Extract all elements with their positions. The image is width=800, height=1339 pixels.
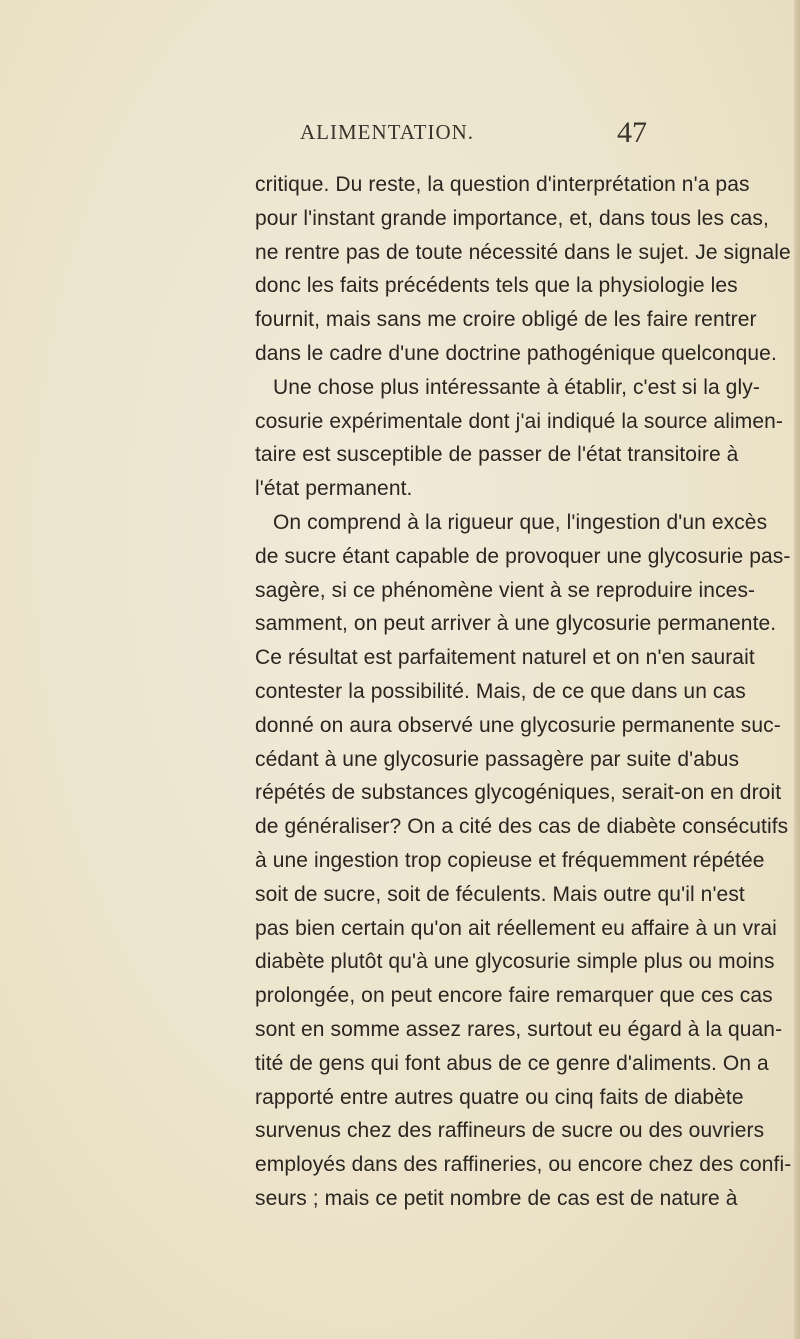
text-line: samment, on peut arriver à une glycosurie permanente. [255,612,777,636]
text-line: cosurie expérimentale dont j'ai indiqué la source alimen- [255,409,783,433]
text-line: pour l'instant grande importance, et, dans tous les cas, [255,206,769,230]
text-line: tité de gens qui font abus de ce genre d'aliments. On a [255,1051,769,1075]
text-line: contester la possibilité. Mais, de ce que dans un cas [255,679,746,703]
text-line: de sucre étant capable de provoquer une glycosurie pas- [255,544,791,568]
text-line: On comprend à la rigueur que, l'ingestion d'un excès [273,510,768,534]
text-line: seurs ; mais ce petit nombre de cas est de nature à [255,1186,738,1210]
text-line: répétés de substances glycogéniques, serait-on en droit [255,781,782,805]
text-line: à une ingestion trop copieuse et fréquemment répétée [255,848,765,872]
text-line: Une chose plus intéressante à établir, c'est si la gly- [273,375,760,399]
text-line: rapporté entre autres quatre ou cinq faits de diabète [255,1085,744,1109]
text-line: critique. Du reste, la question d'interprétation n'a pas [255,173,750,196]
body-text [255,168,792,1216]
text-line: de généraliser? On a cité des cas de diabète consécutifs [255,815,789,839]
text-line: Ce résultat est parfaitement naturel et on n'en saurait [255,646,755,670]
page-number: 47 [617,116,647,149]
text-line: donné on aura observé une glycosurie permanente suc- [255,713,781,737]
text-line: dans le cadre d'une doctrine pathogénique quelconque. [255,341,777,365]
text-line: sont en somme assez rares, surtout eu égard à la quan- [255,1017,783,1041]
text-line: diabète plutôt qu'à une glycosurie simple plus ou moins [255,950,775,974]
page-edge [794,0,800,1339]
text-line: ne rentre pas de toute nécessité dans le sujet. Je signale [255,240,791,264]
text-line: sagère, si ce phénomène vient à se reproduire inces- [255,578,756,602]
running-head-title: ALIMENTATION. [300,120,475,144]
text-line: l'état permanent. [255,477,413,501]
text-line: cédant à une glycosurie passagère par suite d'abus [255,747,740,771]
text-line: survenus chez des raffineurs de sucre ou des ouvriers [255,1119,765,1143]
text-line: prolongée, on peut encore faire remarquer que ces cas [255,984,773,1008]
text-line: pas bien certain qu'on ait réellement eu affaire à un vrai [255,916,777,940]
text-line: donc les faits précédents tels que la physiologie les [255,274,738,298]
text-line: taire est susceptible de passer de l'état transitoire à [255,443,739,467]
text-line: soit de sucre, soit de féculents. Mais outre qu'il n'est [255,882,745,906]
text-line: fournit, mais sans me croire obligé de les faire rentrer [255,308,757,332]
text-line: employés dans des raffineries, ou encore chez des confi- [255,1153,792,1177]
running-head [300,116,660,156]
